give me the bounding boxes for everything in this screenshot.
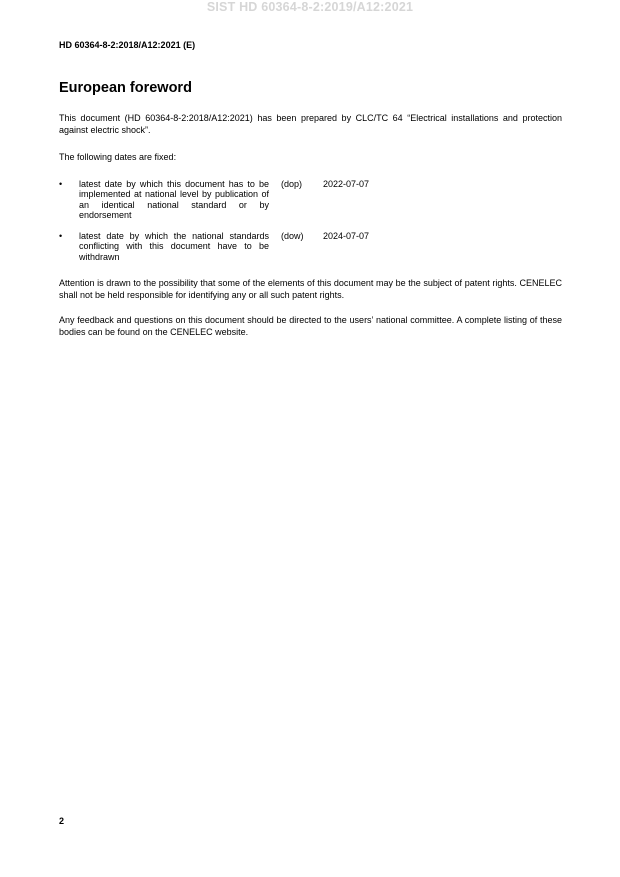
patent-paragraph: Attention is drawn to the possibility that some of the elements of this document may be the subject of patent rights. CENELEC shall not be held responsible for identifying any or all such patent rights. [59,278,562,300]
date-abbreviation: (dop) [281,179,303,189]
page-number: 2 [59,816,65,826]
date-description: latest date by which this document has to be implemented at national level by publication of an identical national standard or by endorsement [79,179,269,221]
dates-intro-paragraph: The following dates are fixed: [59,152,177,162]
feedback-paragraph: Any feedback and questions on this document should be directed to the users’ national committee. A complete listing of these bodies can be found on the CENELEC website. [59,315,562,337]
date-description: latest date by which the national standards conflicting with this document have to be withdrawn [79,231,269,262]
section-title: European foreword [59,80,192,96]
date-value: 2022-07-07 [323,179,370,189]
dates-list [59,179,562,273]
bullet-icon: • [59,231,63,241]
date-row-dop [59,179,562,231]
bullet-icon: • [59,179,63,189]
date-abbreviation: (dow) [281,231,304,241]
date-value: 2024-07-07 [323,231,370,241]
watermark: SIST HD 60364-8-2:2019/A12:2021 [206,0,414,14]
date-row-dow [59,231,562,273]
document-reference: HD 60364-8-2:2018/A12:2021 (E) [59,40,196,50]
intro-paragraph: This document (HD 60364-8-2:2018/A12:2021) has been prepared by CLC/TC 64 “Electrical installations and protection against electric shock”. [59,113,562,135]
